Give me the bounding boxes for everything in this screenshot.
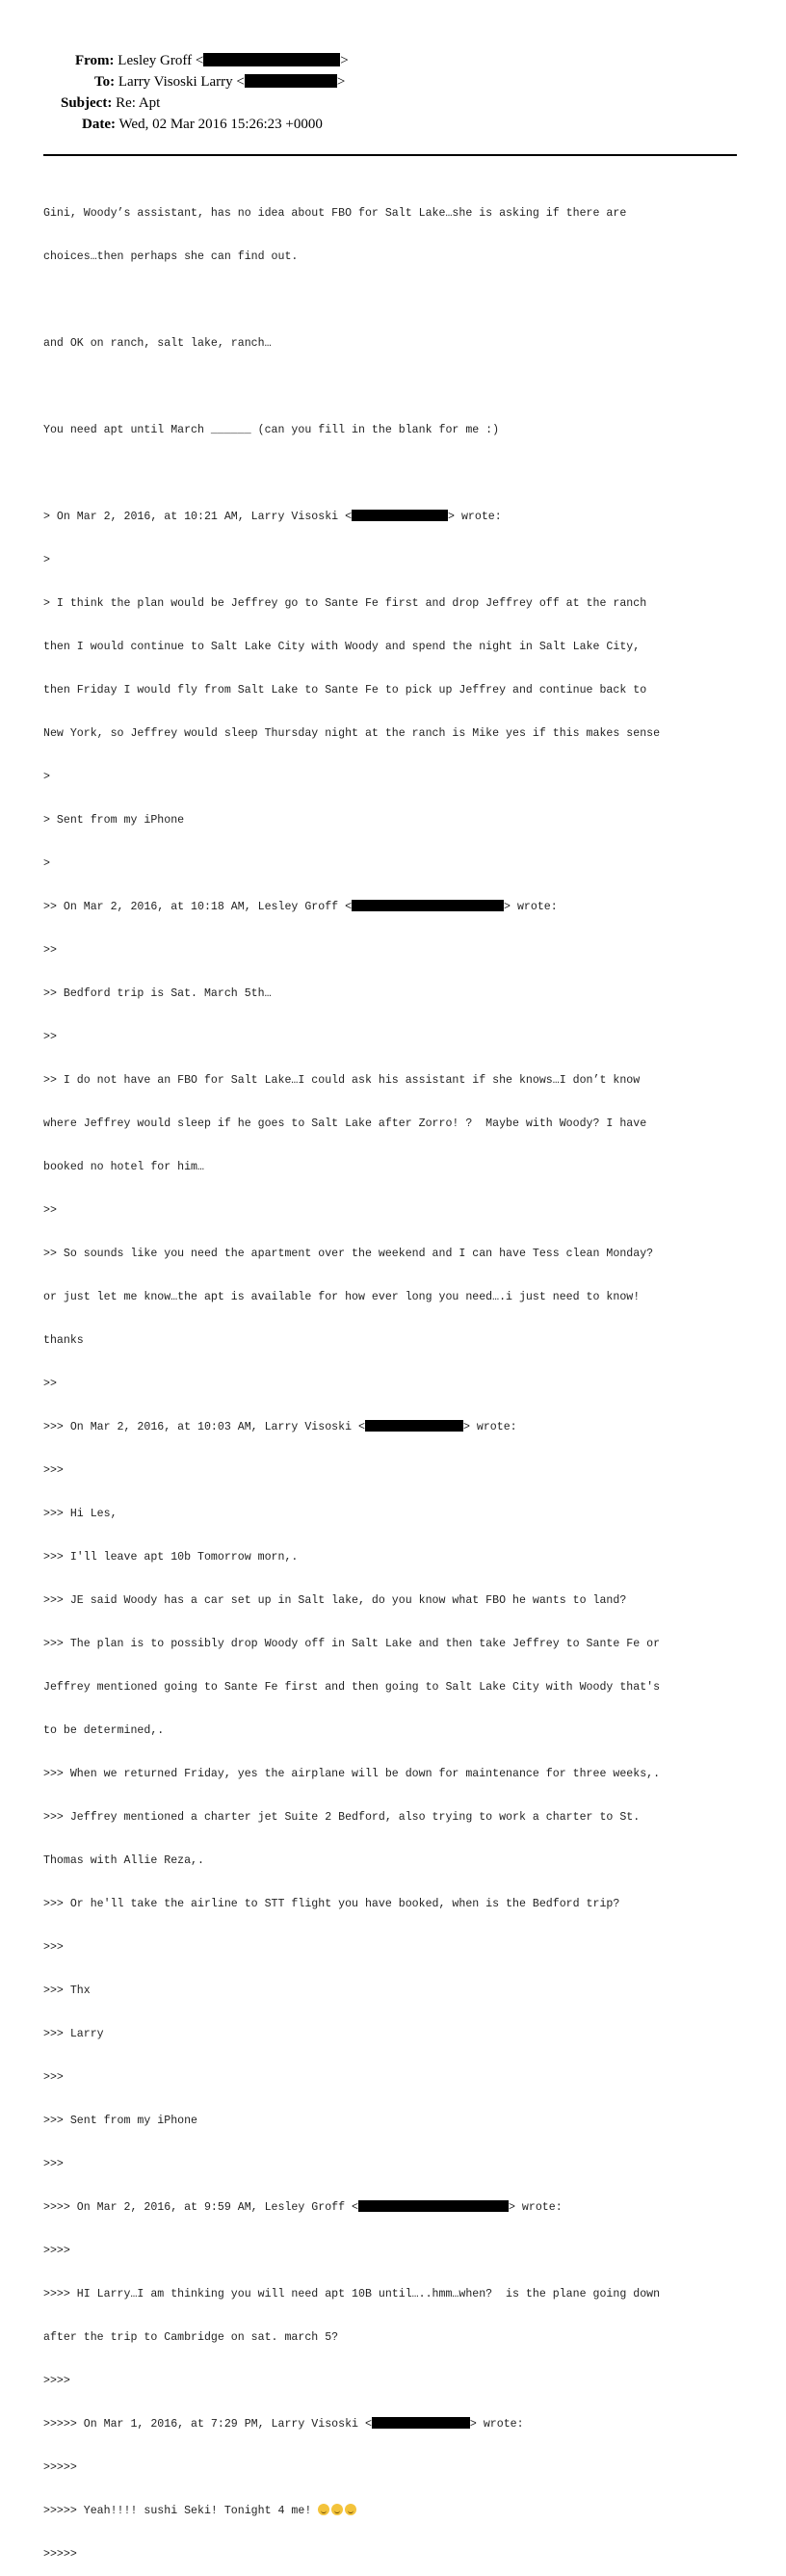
- body-line: >>> The plan is to possibly drop Woody off in Salt Lake and then take Jeffrey to Sante Fe or: [43, 1638, 661, 1650]
- grin-emoji-icon: [318, 2504, 329, 2515]
- redaction-box: [358, 2200, 509, 2212]
- body-line: >> I do not have an FBO for Salt Lake…I could ask his assistant if she knows…I don’t know: [43, 1074, 641, 1087]
- from-label: From:: [75, 53, 115, 68]
- body-line: >>>>>: [43, 2548, 77, 2561]
- body-line: >>> When we returned Friday, yes the airplane will be down for maintenance for three weeks,.: [43, 1768, 661, 1780]
- redaction-box: [352, 900, 504, 911]
- body-line: >>>: [43, 1464, 64, 1477]
- body-line: >: [43, 771, 50, 783]
- date-row: [82, 116, 323, 133]
- body-line: Jeffrey mentioned going to Sante Fe first and then going to Salt Lake City with Woody that's: [43, 1681, 661, 1694]
- body-line: and OK on ranch, salt lake, ranch…: [43, 337, 272, 350]
- body-line: >>> Thx: [43, 1985, 91, 1997]
- body-line: booked no hotel for him…: [43, 1161, 204, 1173]
- grin-emoji-icon: [331, 2504, 343, 2515]
- date-label: Date:: [82, 117, 116, 132]
- quote-header-end: > wrote:: [462, 1421, 517, 1433]
- email-body: [43, 177, 747, 2576]
- blank-line: [43, 293, 747, 307]
- body-line: > I think the plan would be Jeffrey go to Sante Fe first and drop Jeffrey off at the ranch: [43, 597, 647, 610]
- body-line: >>: [43, 1204, 57, 1217]
- redaction-box: [203, 53, 340, 66]
- body-line: > Sent from my iPhone: [43, 814, 185, 827]
- body-line: >>>: [43, 1941, 64, 1954]
- body-line: You need apt until March ______ (can you fill in the blank for me :): [43, 424, 500, 436]
- body-line: >>> Larry: [43, 2028, 104, 2040]
- body-line: >>> Or he'll take the airline to STT flight you have booked, when is the Bedford trip?: [43, 1898, 620, 1910]
- body-line: or just let me know…the apt is available for how ever long you need….i just need to know!: [43, 1291, 641, 1303]
- body-line: >>>> HI Larry…I am thinking you will need apt 10B until…..hmm…when? is the plane going down: [43, 2288, 661, 2300]
- to-row: [94, 73, 345, 91]
- body-line: >>>>>: [43, 2461, 77, 2474]
- grin-emoji-icon: [345, 2504, 356, 2515]
- body-line: then Friday I would fly from Salt Lake to Sante Fe to pick up Jeffrey and continue back to: [43, 684, 647, 697]
- from-end: >: [340, 53, 349, 68]
- from-value: Lesley Groff <: [118, 53, 204, 68]
- body-line: >>> Sent from my iPhone: [43, 2115, 198, 2127]
- quote-header-text: >>> On Mar 2, 2016, at 10:03 AM, Larry Visoski <: [43, 1421, 365, 1433]
- quote-header-text: >>>>> On Mar 1, 2016, at 7:29 PM, Larry Visoski <: [43, 2418, 372, 2431]
- body-line: after the trip to Cambridge on sat. march 5?: [43, 2331, 339, 2344]
- quote-header-line: [43, 900, 747, 914]
- to-end: >: [336, 74, 346, 90]
- body-line: >>>: [43, 2071, 64, 2084]
- body-line: >>: [43, 944, 57, 957]
- subject-value: Re: Apt: [116, 95, 161, 111]
- header-divider: [43, 154, 737, 156]
- body-line: to be determined,.: [43, 1724, 165, 1737]
- to-label: To:: [94, 74, 116, 90]
- body-line: where Jeffrey would sleep if he goes to Salt Lake after Zorro! ? Maybe with Woody? I have: [43, 1117, 647, 1130]
- quote-header-end: > wrote:: [504, 901, 558, 913]
- body-line: choices…then perhaps she can find out.: [43, 250, 299, 263]
- quote-header-end: > wrote:: [448, 511, 502, 523]
- body-line: thanks: [43, 1334, 84, 1347]
- quote-header-text: > On Mar 2, 2016, at 10:21 AM, Larry Visoski <: [43, 511, 353, 523]
- body-line: >>>: [43, 2158, 64, 2170]
- body-line: >>: [43, 1378, 57, 1390]
- quote-header-line: [43, 2417, 747, 2431]
- body-line: >: [43, 857, 50, 870]
- body-line: New York, so Jeffrey would sleep Thursday night at the ranch is Mike yes if this makes sense: [43, 727, 661, 740]
- body-line: >> Bedford trip is Sat. March 5th…: [43, 987, 272, 1000]
- body-text: >>>>> Yeah!!!! sushi Seki! Tonight 4 me!: [43, 2505, 319, 2517]
- body-line: >>> Jeffrey mentioned a charter jet Suite 2 Bedford, also trying to work a charter to St.: [43, 1811, 641, 1824]
- quote-header-end: > wrote:: [469, 2418, 524, 2431]
- body-line: >>>>: [43, 2375, 70, 2387]
- quote-header-end: > wrote:: [509, 2201, 563, 2214]
- redaction-box: [372, 2417, 470, 2429]
- body-line: >>> Hi Les,: [43, 1508, 118, 1520]
- from-row: [75, 52, 349, 69]
- body-line: >>> JE said Woody has a car set up in Salt lake, do you know what FBO he wants to land?: [43, 1594, 627, 1607]
- blank-line: [43, 380, 747, 394]
- body-line: Gini, Woody’s assistant, has no idea about FBO for Salt Lake…she is asking if there are: [43, 207, 627, 220]
- redaction-box: [352, 510, 448, 521]
- quote-header-line: [43, 2200, 747, 2215]
- quote-header-line: [43, 1420, 747, 1434]
- subject-label: Subject:: [61, 95, 113, 111]
- quote-header-text: >>>> On Mar 2, 2016, at 9:59 AM, Lesley Groff <: [43, 2201, 358, 2214]
- to-value: Larry Visoski Larry <: [118, 74, 245, 90]
- date-value: Wed, 02 Mar 2016 15:26:23 +0000: [118, 117, 323, 132]
- blank-line: [43, 466, 747, 481]
- body-line: >>: [43, 1031, 57, 1043]
- redaction-box: [245, 74, 337, 88]
- body-line: Thomas with Allie Reza,.: [43, 1854, 204, 1867]
- body-line: >: [43, 554, 50, 566]
- quote-header-line: [43, 510, 747, 524]
- body-line: >>>>: [43, 2245, 70, 2257]
- body-line: >> So sounds like you need the apartment over the weekend and I can have Tess clean Monday?: [43, 1248, 654, 1260]
- quote-header-text: >> On Mar 2, 2016, at 10:18 AM, Lesley Groff <: [43, 901, 353, 913]
- body-line: >>> I'll leave apt 10b Tomorrow morn,.: [43, 1551, 299, 1564]
- subject-row: [61, 94, 160, 112]
- body-line: then I would continue to Salt Lake City with Woody and spend the night in Salt Lake City,: [43, 641, 641, 653]
- emoji-line: [43, 2504, 747, 2518]
- redaction-box: [365, 1420, 463, 1432]
